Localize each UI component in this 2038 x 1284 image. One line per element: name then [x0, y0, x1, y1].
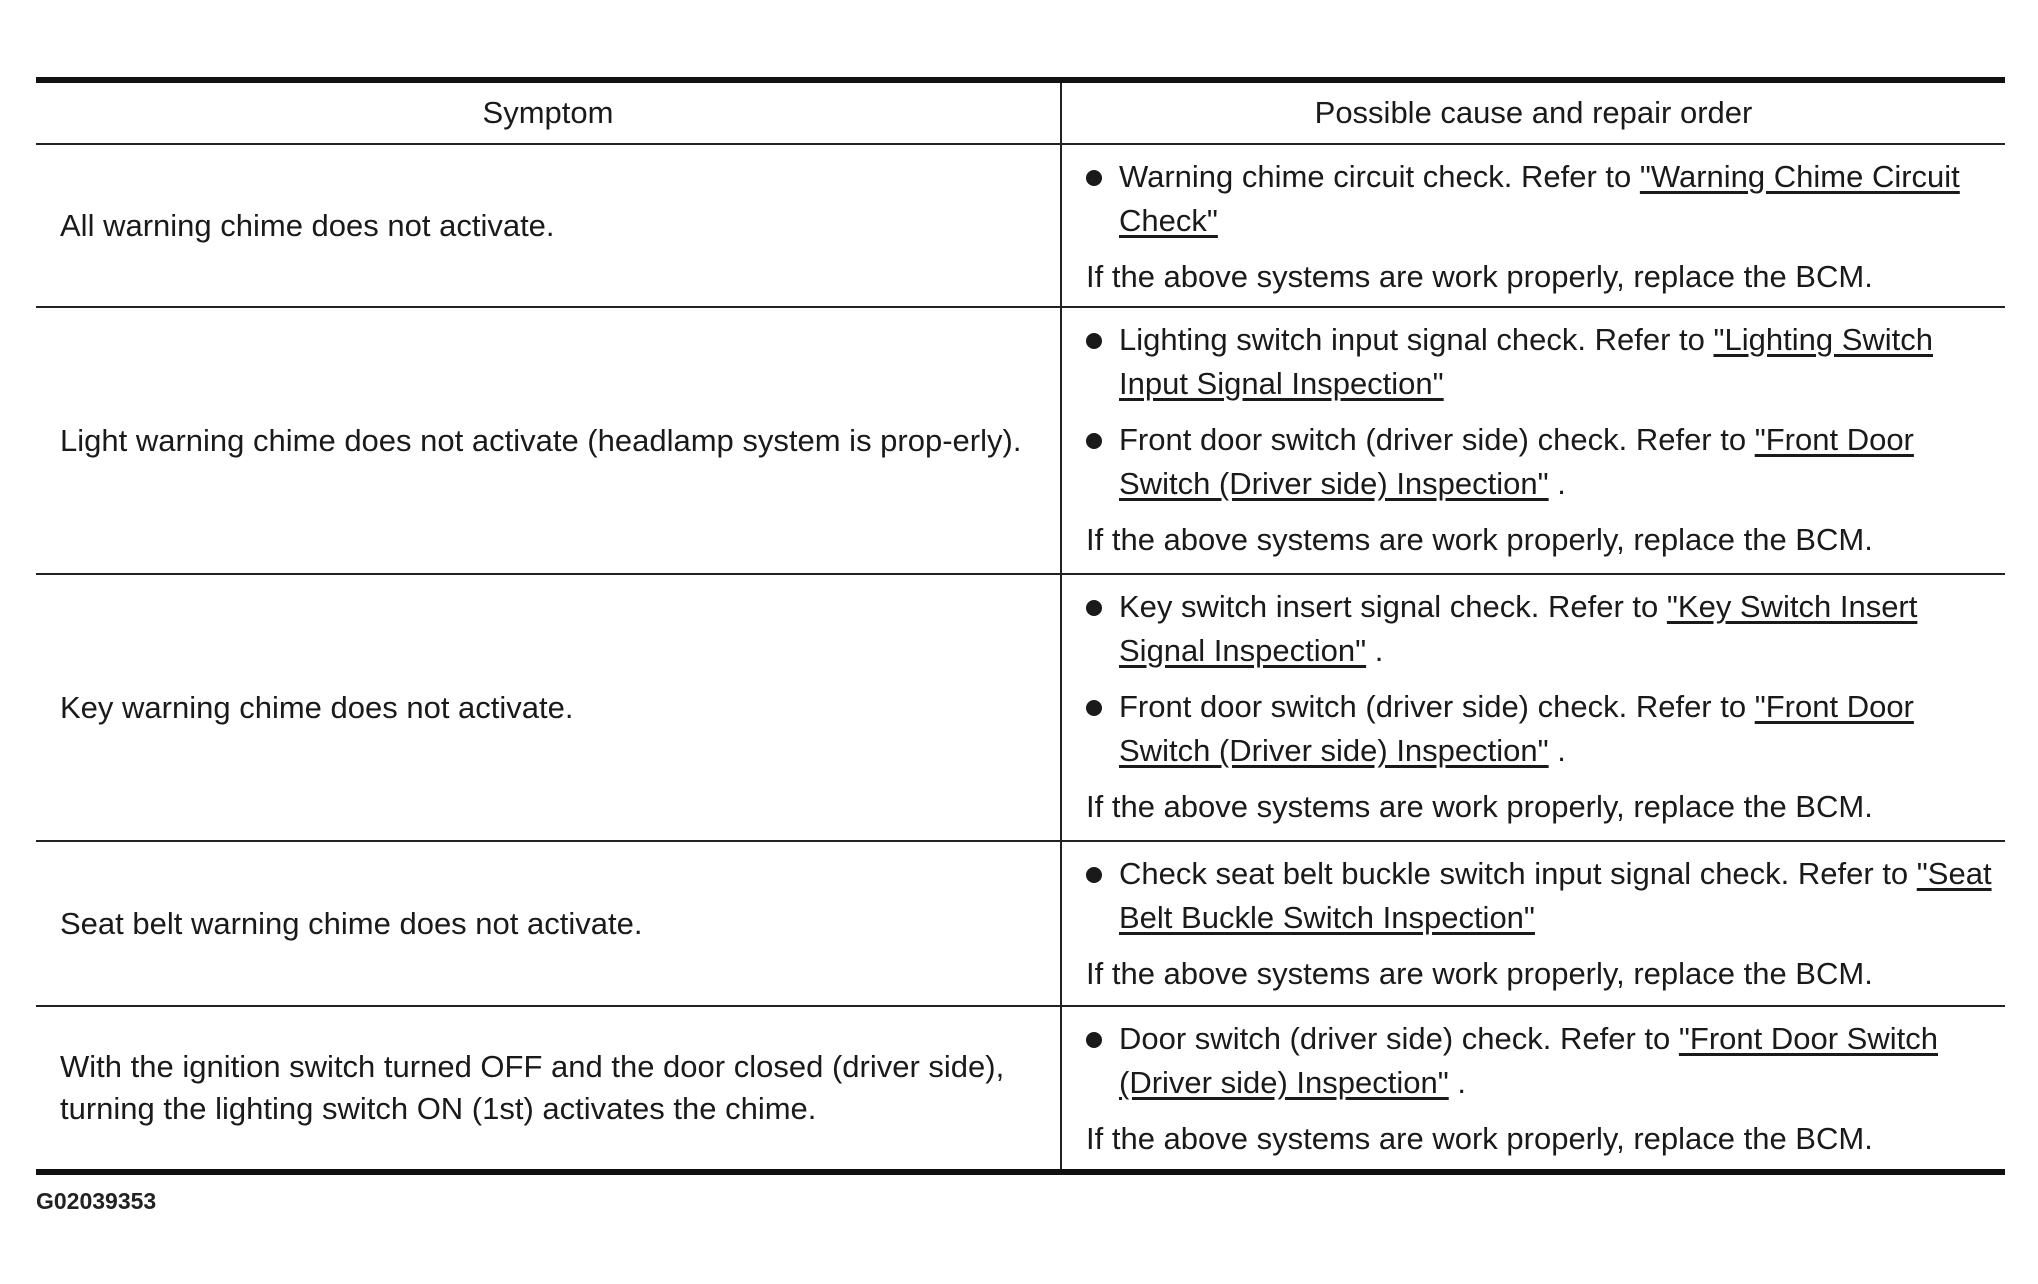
replace-note: If the above systems are work properly, replace the BCM.	[1086, 522, 1873, 557]
list-item	[1086, 685, 1995, 773]
item-text: Front door switch (driver side) check. Refer to	[1119, 422, 1755, 457]
symptom-cell: Key warning chime does not activate.	[36, 575, 1062, 840]
reference-link[interactable]: "Key Switch Insert Signal Inspection"	[1119, 589, 1918, 668]
item-text: Lighting switch input signal check. Refer to	[1119, 322, 1714, 357]
bullet-icon	[1086, 433, 1102, 449]
replace-note: If the above systems are work properly, replace the BCM.	[1086, 259, 1873, 294]
symptom-cell: Seat belt warning chime does not activate.	[36, 842, 1062, 1005]
cause-cell	[1062, 1007, 2005, 1169]
replace-note: If the above systems are work properly, replace the BCM.	[1086, 956, 1873, 991]
symptom-cell: All warning chime does not activate.	[36, 145, 1062, 306]
table-row	[36, 308, 2005, 575]
header-cause: Possible cause and repair order	[1314, 95, 1753, 130]
table-row	[36, 575, 2005, 842]
item-text: Front door switch (driver side) check. Refer to	[1119, 689, 1755, 724]
bullet-icon	[1086, 1032, 1102, 1048]
list-item	[1086, 1017, 1995, 1105]
table-header-row	[36, 83, 2005, 145]
reference-link[interactable]: "Front Door Switch (Driver side) Inspection"	[1119, 1021, 1938, 1100]
item-suffix: .	[1548, 466, 1566, 501]
item-text: Door switch (driver side) check. Refer to	[1119, 1021, 1679, 1056]
reference-link[interactable]: "Warning Chime Circuit Check"	[1119, 159, 1960, 238]
bullet-icon	[1086, 600, 1102, 616]
table-row	[36, 145, 2005, 308]
list-item	[1086, 155, 1995, 243]
list-item	[1086, 852, 1995, 940]
item-text: Key switch insert signal check. Refer to	[1119, 589, 1667, 624]
bullet-icon	[1086, 700, 1102, 716]
table-row	[36, 842, 2005, 1007]
reference-link[interactable]: "Front Door Switch (Driver side) Inspection"	[1119, 422, 1914, 501]
cause-cell	[1062, 575, 2005, 840]
bullet-icon	[1086, 867, 1102, 883]
cause-cell	[1062, 145, 2005, 306]
replace-note: If the above systems are work properly, replace the BCM.	[1086, 789, 1873, 824]
reference-link[interactable]: "Lighting Switch Input Signal Inspection"	[1119, 322, 1933, 401]
replace-note: If the above systems are work properly, replace the BCM.	[1086, 1121, 1873, 1156]
reference-link[interactable]: "Front Door Switch (Driver side) Inspection"	[1119, 689, 1914, 768]
item-text: Check seat belt buckle switch input signal check. Refer to	[1119, 856, 1917, 891]
symptom-table	[36, 77, 2005, 1175]
bullet-icon	[1086, 170, 1102, 186]
item-suffix: .	[1366, 633, 1384, 668]
table-row	[36, 1007, 2005, 1169]
cause-cell	[1062, 842, 2005, 1005]
reference-link[interactable]: "Seat Belt Buckle Switch Inspection"	[1119, 856, 1992, 935]
bullet-icon	[1086, 333, 1102, 349]
symptom-cell: Light warning chime does not activate (headlamp system is prop-erly).	[36, 308, 1062, 573]
list-item	[1086, 585, 1995, 673]
item-suffix: .	[1548, 733, 1566, 768]
item-suffix: .	[1448, 1065, 1466, 1100]
list-item	[1086, 418, 1995, 506]
header-symptom: Symptom	[36, 83, 1062, 143]
item-text: Warning chime circuit check. Refer to	[1119, 159, 1640, 194]
list-item	[1086, 318, 1995, 406]
figure-id: G02039353	[36, 1188, 157, 1214]
symptom-cell: With the ignition switch turned OFF and the door closed (driver side), turning the lighting switch ON (1st) activates the chime.	[36, 1007, 1062, 1169]
cause-cell	[1062, 308, 2005, 573]
